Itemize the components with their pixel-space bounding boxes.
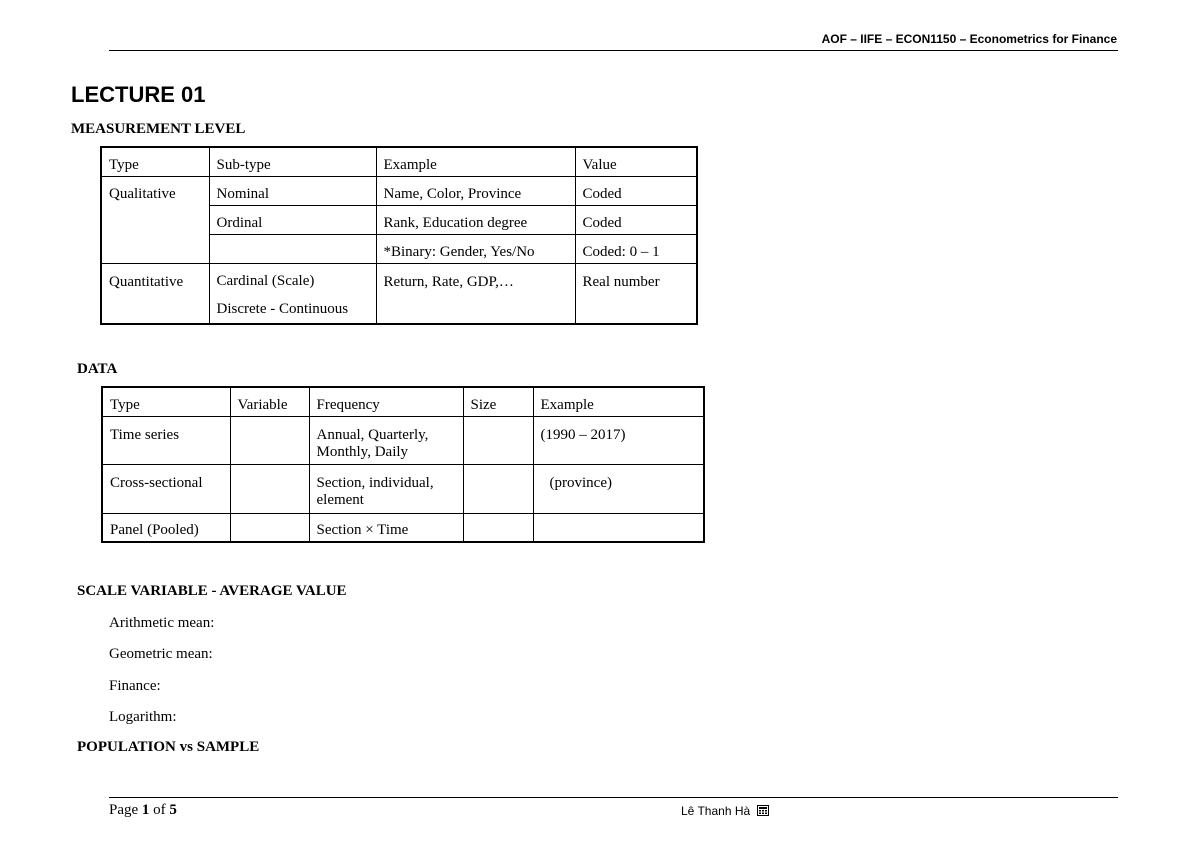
column-header: Frequency	[309, 387, 463, 416]
document-header: AOF – IIFE – ECON1150 – Econometrics for Finance	[821, 32, 1117, 46]
footer-author	[681, 804, 769, 819]
example-cell: Return, Rate, GDP,…	[376, 263, 575, 324]
data-table	[101, 386, 705, 543]
column-header: Sub-type	[209, 147, 376, 176]
value-cell: Coded: 0 – 1	[575, 234, 697, 263]
table-header-row	[102, 387, 704, 416]
table-row	[101, 234, 697, 263]
example-cell: (province)	[533, 464, 704, 513]
subtype-line: Discrete - Continuous	[216, 300, 349, 317]
value-cell: Coded	[575, 176, 697, 205]
subtype-cell: Ordinal	[209, 205, 376, 234]
lecture-title: LECTURE 01	[71, 82, 206, 107]
frequency-line: Section, individual,	[316, 474, 434, 491]
scale-heading: SCALE VARIABLE - AVERAGE VALUE	[77, 583, 347, 599]
example-cell: Name, Color, Province	[376, 176, 575, 205]
value-cell: Real number	[575, 263, 697, 324]
table-row	[102, 513, 704, 542]
subtype-cell	[209, 234, 376, 263]
column-header: Variable	[230, 387, 309, 416]
example-cell: (1990 – 2017)	[533, 416, 704, 464]
table-row	[102, 464, 704, 513]
page-word: Page	[109, 802, 139, 818]
size-cell	[463, 464, 533, 513]
table-row	[101, 205, 697, 234]
value-cell: Coded	[575, 205, 697, 234]
table-row	[101, 176, 697, 205]
type-cell: Panel (Pooled)	[102, 513, 230, 542]
table-row	[101, 263, 697, 324]
total-pages: 5	[169, 802, 177, 818]
data-heading: DATA	[77, 361, 118, 377]
frequency-cell	[309, 464, 463, 513]
population-heading: POPULATION vs SAMPLE	[77, 739, 260, 755]
example-cell: Rank, Education degree	[376, 205, 575, 234]
measurement-heading: MEASUREMENT LEVEL	[71, 121, 246, 137]
subtype-cell	[209, 263, 376, 324]
type-cell	[101, 205, 209, 234]
header-rule	[109, 50, 1118, 51]
footer-rule	[109, 797, 1118, 798]
table-row	[102, 416, 704, 464]
arithmetic-mean-label: Arithmetic mean:	[109, 615, 215, 631]
subtype-line: Cardinal (Scale)	[216, 272, 315, 289]
example-cell	[533, 513, 704, 542]
page-number	[109, 802, 177, 819]
table-header-row	[101, 147, 697, 176]
column-header: Value	[575, 147, 697, 176]
frequency-line: Annual, Quarterly,	[316, 426, 429, 443]
of-word: of	[153, 802, 166, 818]
frequency-line: element	[316, 491, 364, 508]
frequency-cell: Section × Time	[309, 513, 463, 542]
author-name: Lê Thanh Hà	[681, 804, 751, 818]
variable-cell	[230, 464, 309, 513]
frequency-line: Monthly, Daily	[316, 443, 409, 460]
phone-icon	[757, 805, 769, 819]
type-cell: Quantitative	[101, 263, 209, 324]
geometric-mean-label: Geometric mean:	[109, 646, 213, 662]
finance-label: Finance:	[109, 678, 161, 694]
variable-cell	[230, 513, 309, 542]
column-header: Example	[376, 147, 575, 176]
type-cell	[101, 234, 209, 263]
measurement-table	[100, 146, 698, 325]
size-cell	[463, 416, 533, 464]
column-header: Size	[463, 387, 533, 416]
example-cell: *Binary: Gender, Yes/No	[376, 234, 575, 263]
logarithm-label: Logarithm:	[109, 709, 177, 725]
type-cell: Qualitative	[101, 176, 209, 205]
size-cell	[463, 513, 533, 542]
frequency-cell	[309, 416, 463, 464]
column-header: Type	[101, 147, 209, 176]
current-page: 1	[141, 802, 150, 818]
variable-cell	[230, 416, 309, 464]
column-header: Example	[533, 387, 704, 416]
subtype-cell: Nominal	[209, 176, 376, 205]
type-cell: Cross-sectional	[102, 464, 230, 513]
column-header: Type	[102, 387, 230, 416]
type-cell: Time series	[102, 416, 230, 464]
